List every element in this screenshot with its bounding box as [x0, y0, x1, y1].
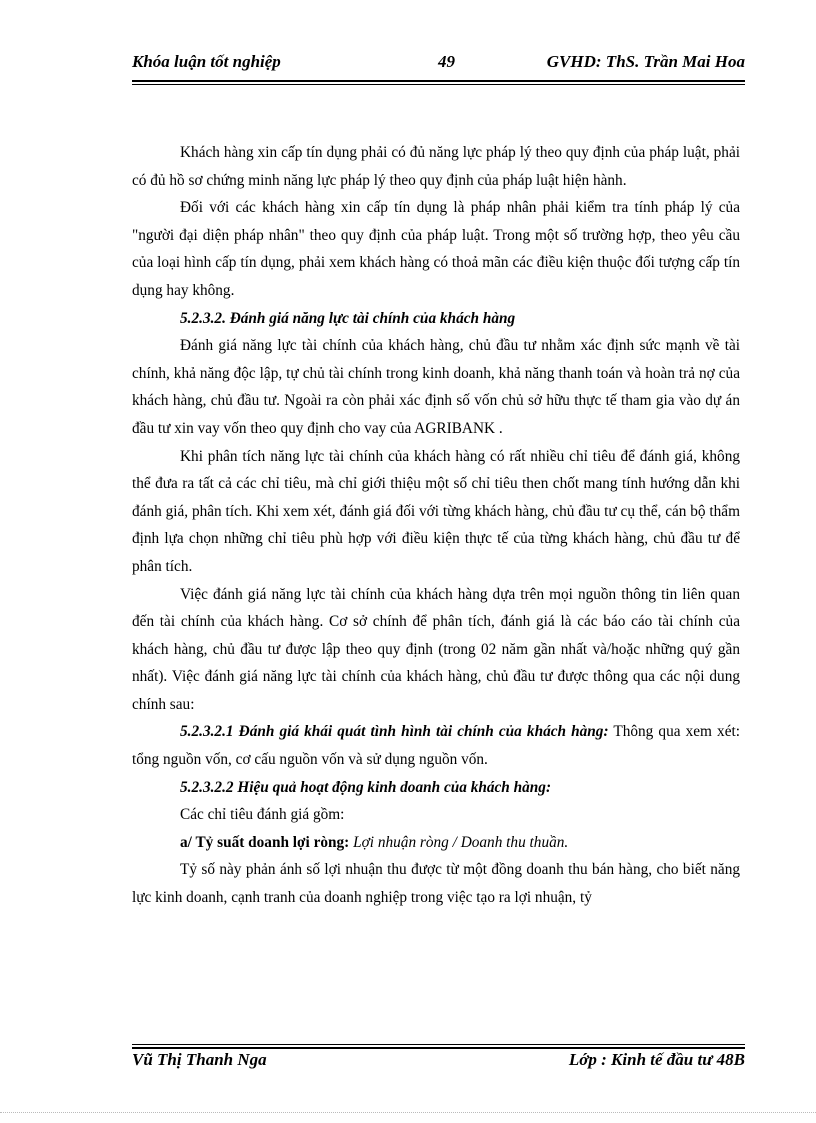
document-body	[132, 139, 740, 912]
paragraph-indicators: Khi phân tích năng lực tài chính của khách hàng có rất nhiều chỉ tiêu để đánh giá, không thể đưa ra tất cả các chỉ tiêu, mà chỉ giới thiệu một số chỉ tiêu then chốt mang tính hướng dẫn khi đánh giá, phân tích. Khi xem xét, đánh giá đối với từng khách hàng, chủ đầu tư cụ thể, cán bộ thẩm định lựa chọn những chỉ tiêu phù hợp với điều kiện thực tế của từng khách hàng, chủ đầu tư để phân tích.	[132, 447, 740, 575]
footer-class: Lớp : Kinh tế đầu tư 48B	[568, 1050, 745, 1069]
footer-rule-thin	[132, 1044, 745, 1045]
page-header	[132, 52, 745, 78]
paragraph-ratio-explanation: Tỷ số này phản ánh số lợi nhuận thu được từ một đồng doanh thu bán hàng, cho biết năng lực kinh doanh, cạnh tranh của doanh nghiệp trong việc tạo ra lợi nhuận, tỷ	[132, 861, 740, 907]
paragraph-legal-capacity: Khách hàng xin cấp tín dụng phải có đủ năng lực pháp lý theo quy định của pháp luật, phải có đủ hồ sơ chứng minh năng lực pháp lý theo quy định của pháp luật hiện hành.	[132, 144, 740, 189]
paragraph-general-assessment	[132, 718, 740, 773]
footer-author: Vũ Thị Thanh Nga	[132, 1050, 267, 1069]
paragraph-financial-assessment: Đánh giá năng lực tài chính của khách hàng, chủ đầu tư nhằm xác định sức mạnh về tài chính, khả năng độc lập, tự chủ tài chính trong kinh doanh, khả năng thanh toán và hoàn trả nợ của khách hàng, chủ đầu tư. Ngoài ra còn phải xác định số vốn chủ sở hữu thực tế tham gia vào dự án đầu tư xin vay vốn theo quy định cho vay của AGRIBANK .	[132, 337, 740, 437]
paragraph-net-profit-ratio	[132, 829, 740, 857]
paragraph-information-sources: Việc đánh giá năng lực tài chính của khách hàng dựa trên mọi nguồn thông tin liên quan đến tài chính của khách hàng. Cơ sở chính để phân tích, đánh giá là các báo cáo tài chính của khách hàng, chủ đầu tư được lập theo quy định (trong 02 năm gần nhất và/hoặc những quý gần nhất). Việc đánh giá năng lực tài chính của khách hàng, chủ đầu tư được thông qua các nội dung chính sau:	[132, 585, 740, 713]
net-profit-ratio-formula: Lợi nhuận ròng / Doanh thu thuần.	[349, 833, 569, 851]
header-thesis-title: Khóa luận tốt nghiệp	[132, 52, 281, 71]
header-page-number: 49	[438, 52, 455, 71]
net-profit-ratio-label: a/ Tỷ suất doanh lợi ròng:	[180, 833, 350, 851]
subsection-general-text: Thông qua xem xét: tổng nguồn vốn, cơ cấu nguồn vốn và sử dụng nguồn vốn.	[132, 723, 740, 769]
header-rule-thick	[132, 80, 745, 82]
footer-rule-thick	[132, 1047, 745, 1049]
subsection-heading-business-efficiency: 5.2.3.2.2 Hiệu quả hoạt động kinh doanh của khách hàng:	[180, 778, 552, 796]
paragraph-indicators-intro: Các chỉ tiêu đánh giá gồm:	[180, 806, 345, 824]
paragraph-legal-entity: Đối với các khách hàng xin cấp tín dụng là pháp nhân phải kiểm tra tính pháp lý của "người đại diện pháp nhân" theo quy định của pháp luật. Trong một số trường hợp, theo yêu cầu của loại hình cấp tín dụng, phải xem khách hàng có thoả mãn các điều kiện thuộc đối tượng cấp tín dụng hay không.	[132, 199, 740, 299]
page-boundary	[0, 1112, 816, 1113]
header-rule-thin	[132, 84, 745, 85]
page-footer	[132, 1050, 745, 1076]
section-heading-financial-capacity: 5.2.3.2. Đánh giá năng lực tài chính của khách hàng	[180, 309, 516, 327]
header-supervisor: GVHD: ThS. Trần Mai Hoa	[546, 52, 745, 71]
subsection-heading-general: 5.2.3.2.1 Đánh giá khái quát tình hình tài chính của khách hàng:	[180, 723, 609, 741]
